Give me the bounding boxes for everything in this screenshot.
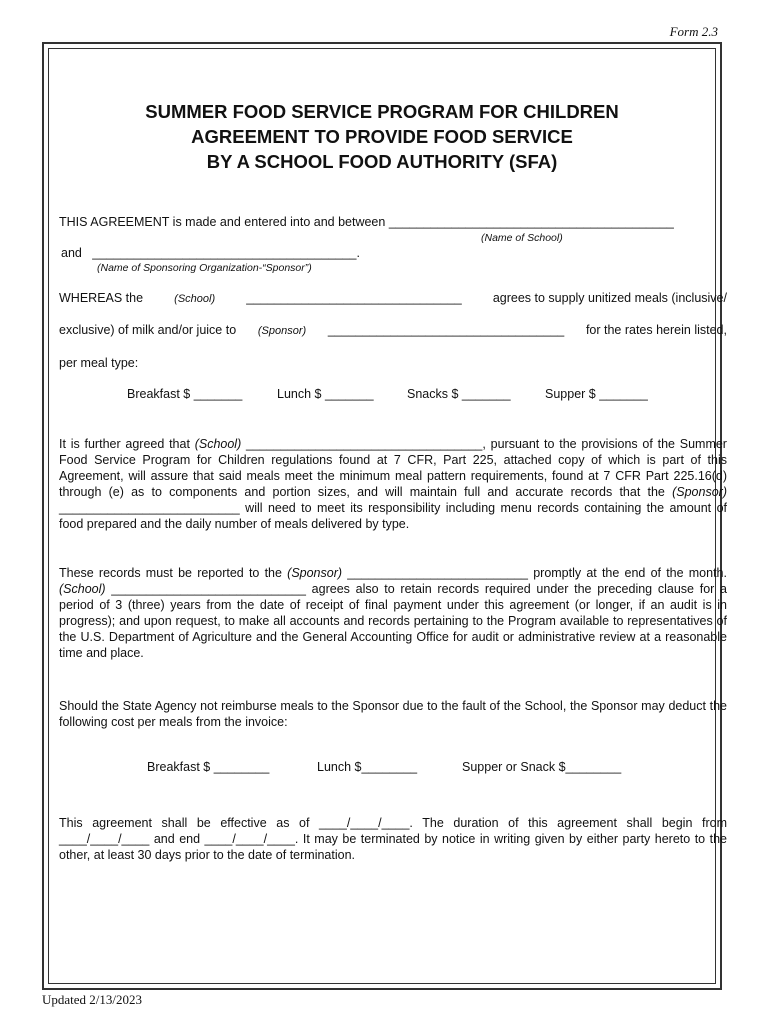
form-number: Form 2.3: [669, 24, 718, 39]
form-border: [42, 42, 727, 990]
sponsor-name-label: (Name of Sponsoring Organization-“Sponsor”): [97, 262, 312, 274]
deduct-supper-snack-field[interactable]: Supper or Snack $________: [462, 760, 622, 774]
para2-school-field[interactable]: __________________________________: [246, 437, 483, 451]
title-line-1: SUMMER FOOD SERVICE PROGRAM FOR CHILDREN: [145, 101, 619, 122]
supper-rate-field[interactable]: Supper $ _______: [545, 387, 648, 401]
para3-sponsor-field[interactable]: __________________________: [347, 566, 528, 580]
title-line-2: AGREEMENT TO PROVIDE FOOD SERVICE: [191, 126, 573, 147]
para3-school-field[interactable]: ____________________________: [111, 582, 306, 596]
form-inner-border: [48, 48, 727, 984]
meal-pattern-paragraph: It is further agreed that (School) __________________________________, pursuant to the provisions of the Summer Food Service Program for Children regulations found at 7 CFR, Part 225, attached copy of which is part of this Agreement, will assure that said meals meet the minimum meal pattern requirements, found at 7 CFR Part 225.16(d) through (e) as to components and portion sizes, and will maintain full and accurate records that the (Sponsor) __________________________ will need to meet its responsibility including menu records containing the amount of food prepared and the daily number of meals delivered by type.: [59, 437, 727, 531]
sponsor-line: and ______________________________________.: [61, 246, 360, 260]
lunch-rate-field[interactable]: Lunch $ _______: [277, 387, 374, 401]
updated-date: Updated 2/13/2023: [42, 992, 143, 1007]
agreement-line: THIS AGREEMENT is made and entered into and between _________________________________________: [59, 215, 674, 229]
whereas-school-field[interactable]: _______________________________: [246, 291, 462, 305]
sponsor-name-field[interactable]: ______________________________________.: [92, 246, 360, 260]
whereas-line-1: WHEREAS the (School) _______________________________ agrees to supply unitized meals (inclusive/: [59, 291, 727, 305]
school-name-field[interactable]: _________________________________________: [388, 215, 674, 229]
school-name-label: (Name of School): [481, 232, 563, 244]
whereas-line-3: per meal type:: [59, 356, 139, 370]
snacks-rate-field[interactable]: Snacks $ _______: [407, 387, 511, 401]
whereas-line-2: exclusive) of milk and/or juice to (Sponsor) __________________________________ for the rates herein listed,: [59, 323, 727, 337]
duration-paragraph: This agreement shall be effective as of ____/____/____. The duration of this agreement shall begin from ____/____/____ and end ____/____/____. It may be terminated by notice in writing given by either party hereto to the other, at least 30 days prior to the date of termination.: [59, 816, 727, 862]
breakfast-rate-field[interactable]: Breakfast $ _______: [127, 387, 243, 401]
records-paragraph: These records must be reported to the (Sponsor) __________________________ promptly at the end of the month. (School) ____________________________ agrees also to retain records required under the preceding clause for a period of 3 (three) years from the date of receipt of final payment under this agreement (or longer, if an audit is in progress); and upon request, to make all accounts and records pertaining to the Program available to representatives of the U.S. Department of Agriculture and the General Accounting Office for audit or administrative review at a reasonable time and place.: [59, 566, 727, 660]
para2-sponsor-field[interactable]: __________________________: [59, 501, 240, 515]
whereas-sponsor-field[interactable]: __________________________________: [327, 323, 565, 337]
form-title: [49, 99, 715, 174]
deduct-lunch-field[interactable]: Lunch $________: [317, 760, 418, 774]
reimbursement-paragraph: Should the State Agency not reimburse meals to the Sponsor due to the fault of the School, the Sponsor may deduct the following cost per meals from the invoice:: [59, 699, 727, 729]
title-line-3: BY A SCHOOL FOOD AUTHORITY (SFA): [206, 151, 558, 172]
deduct-breakfast-field[interactable]: Breakfast $ ________: [147, 760, 270, 774]
